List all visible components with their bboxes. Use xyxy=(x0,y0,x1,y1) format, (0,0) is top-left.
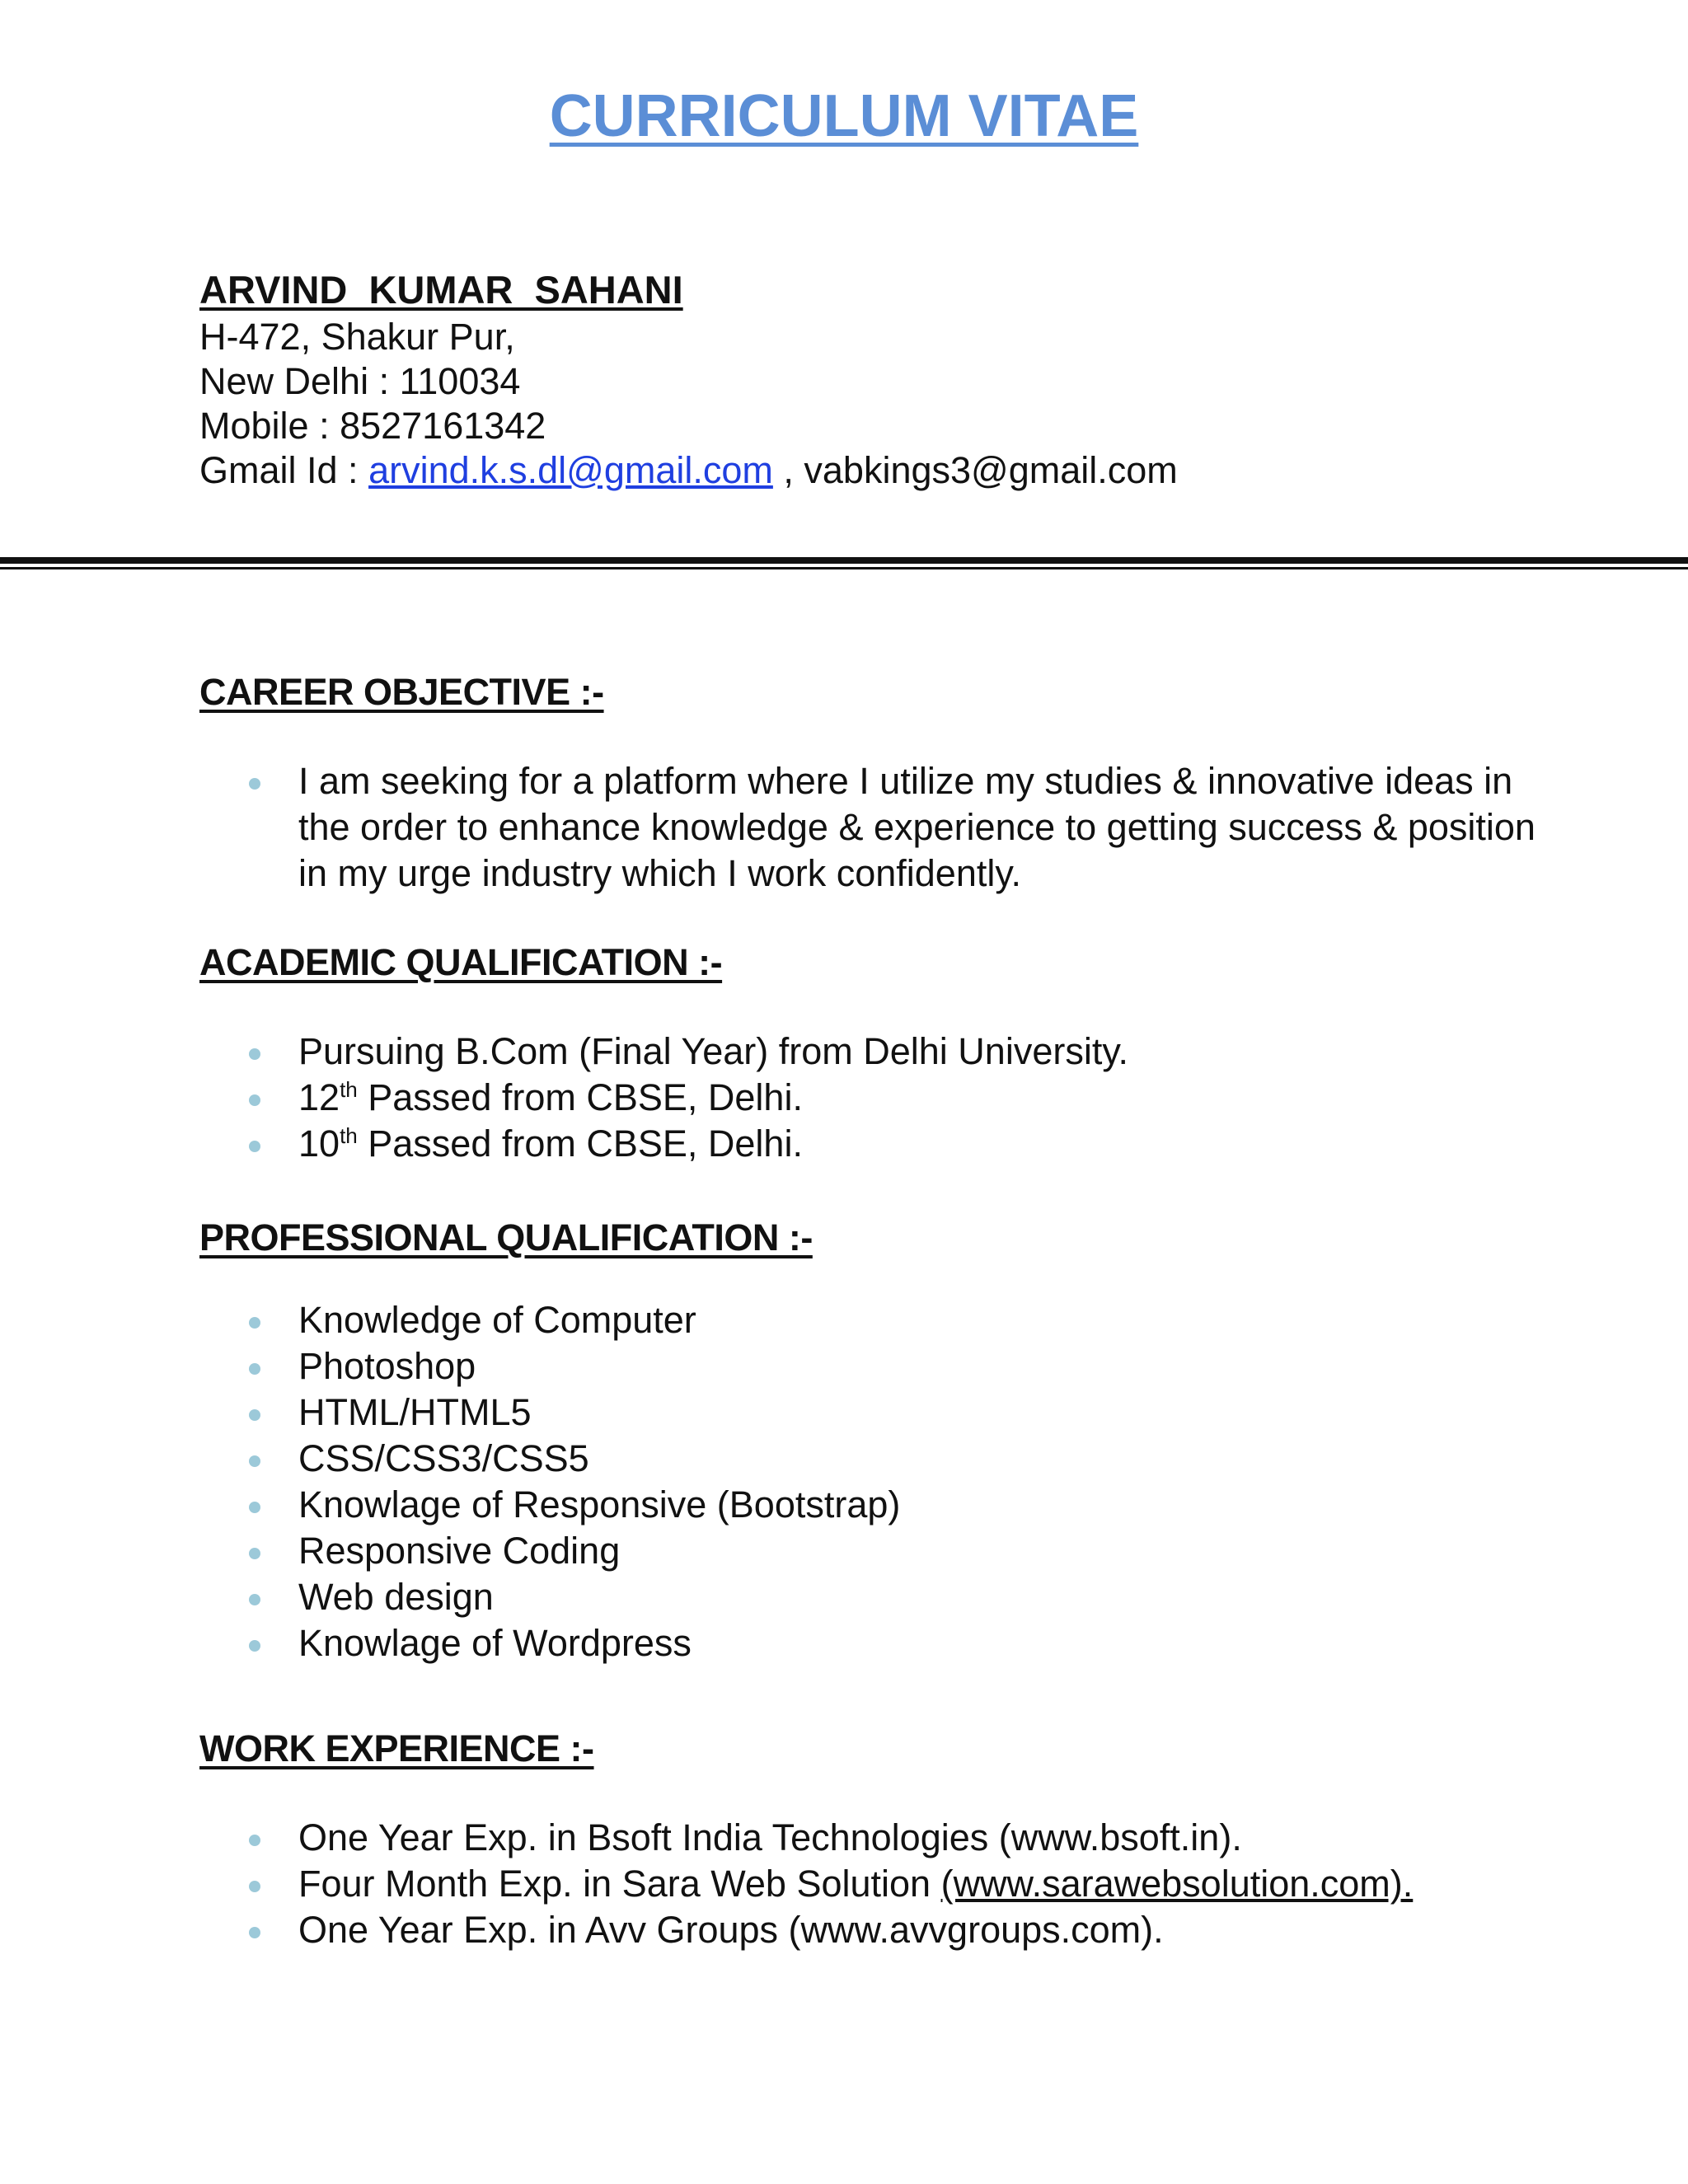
list-item xyxy=(199,1121,1601,1167)
career-objective-list xyxy=(199,758,1551,897)
professional-section xyxy=(199,1215,1601,1666)
list-item xyxy=(199,1075,1601,1121)
bullet-icon xyxy=(249,1141,260,1152)
work-experience-list xyxy=(199,1815,1601,1953)
document-title xyxy=(0,81,1688,152)
grade-number: 12 xyxy=(298,1076,340,1118)
bullet-icon xyxy=(249,1835,260,1846)
bullet-icon xyxy=(249,1317,260,1329)
candidate-name: ARVIND KUMAR SAHANI xyxy=(199,268,683,312)
list-item-text: Four Month Exp. in Sara Web Solution xyxy=(298,1863,941,1905)
bullet-icon xyxy=(249,1640,260,1652)
list-item xyxy=(199,1815,1601,1861)
professional-list xyxy=(199,1297,1601,1666)
ordinal-suffix: th xyxy=(340,1123,358,1148)
list-item xyxy=(199,1907,1601,1953)
academic-section xyxy=(199,940,1601,1167)
bullet-icon xyxy=(249,1455,260,1467)
header-divider-thick xyxy=(0,557,1688,564)
list-item xyxy=(199,1861,1601,1907)
list-item-text: Web design xyxy=(298,1576,494,1618)
list-item xyxy=(199,1343,1601,1390)
primary-email-link[interactable]: arvind.k.s.dl@gmail.com xyxy=(368,449,773,491)
grade-number: 10 xyxy=(298,1122,340,1165)
list-item xyxy=(199,758,1551,897)
list-item-text: One Year Exp. in Bsoft India Technologies (www.bsoft.in). xyxy=(298,1816,1242,1858)
bullet-icon xyxy=(249,1548,260,1559)
list-item xyxy=(199,1482,1601,1528)
company-website-link[interactable]: (www.sarawebsolution.com). xyxy=(940,1863,1414,1905)
contact-header xyxy=(199,265,1601,493)
bullet-icon xyxy=(249,1048,260,1060)
email-label: Gmail Id : xyxy=(199,449,369,491)
document-title-text: CURRICULUM VITAE xyxy=(549,83,1139,149)
address-line-1: H-472, Shakur Pur, xyxy=(199,316,515,358)
bullet-icon xyxy=(249,1881,260,1892)
academic-list xyxy=(199,1029,1601,1167)
bullet-icon xyxy=(249,1094,260,1106)
career-objective-section xyxy=(199,669,1601,897)
secondary-email: vabkings3@gmail.com xyxy=(804,449,1178,491)
ordinal-suffix: th xyxy=(340,1077,358,1102)
list-item-text: Photoshop xyxy=(298,1345,476,1387)
address-line-2: New Delhi : 110034 xyxy=(199,360,521,402)
list-item-text: Knowlage of Wordpress xyxy=(298,1622,692,1664)
bullet-icon xyxy=(249,1502,260,1513)
list-item-text: Passed from CBSE, Delhi. xyxy=(357,1076,803,1118)
header-divider-thin xyxy=(0,567,1688,569)
mobile-number: Mobile : 8527161342 xyxy=(199,405,546,447)
list-item-text: Responsive Coding xyxy=(298,1530,621,1572)
list-item-text: Knowlage of Responsive (Bootstrap) xyxy=(298,1483,901,1526)
list-item xyxy=(199,1029,1601,1075)
email-separator: , xyxy=(772,449,804,491)
list-item-text: One Year Exp. in Avv Groups (www.avvgroups.com). xyxy=(298,1909,1164,1951)
list-item xyxy=(199,1528,1601,1574)
list-item xyxy=(199,1574,1601,1620)
list-item-text: CSS/CSS3/CSS5 xyxy=(298,1437,589,1479)
list-item xyxy=(199,1436,1601,1482)
bullet-icon xyxy=(249,1409,260,1421)
list-item-text: HTML/HTML5 xyxy=(298,1391,532,1433)
email-line xyxy=(199,448,1601,493)
list-item xyxy=(199,1297,1601,1343)
bullet-icon xyxy=(249,778,260,790)
list-item xyxy=(199,1620,1601,1666)
list-item-text: Knowledge of Computer xyxy=(298,1299,696,1341)
work-experience-section xyxy=(199,1726,1601,1953)
bullet-icon xyxy=(249,1927,260,1938)
list-item xyxy=(199,1390,1601,1436)
career-objective-heading: CAREER OBJECTIVE :- xyxy=(199,671,604,713)
work-experience-heading: WORK EXPERIENCE :- xyxy=(199,1727,594,1769)
list-item-text: I am seeking for a platform where I utilize my studies & innovative ideas in the order to enhance knowledge & experience to getting success & position in my urge industry which I work confidently. xyxy=(298,760,1536,894)
list-item-text: Passed from CBSE, Delhi. xyxy=(357,1122,803,1165)
list-item-text: Pursuing B.Com (Final Year) from Delhi University. xyxy=(298,1030,1129,1072)
professional-heading: PROFESSIONAL QUALIFICATION :- xyxy=(199,1216,813,1258)
bullet-icon xyxy=(249,1363,260,1375)
bullet-icon xyxy=(249,1594,260,1605)
academic-heading: ACADEMIC QUALIFICATION :- xyxy=(199,941,723,983)
